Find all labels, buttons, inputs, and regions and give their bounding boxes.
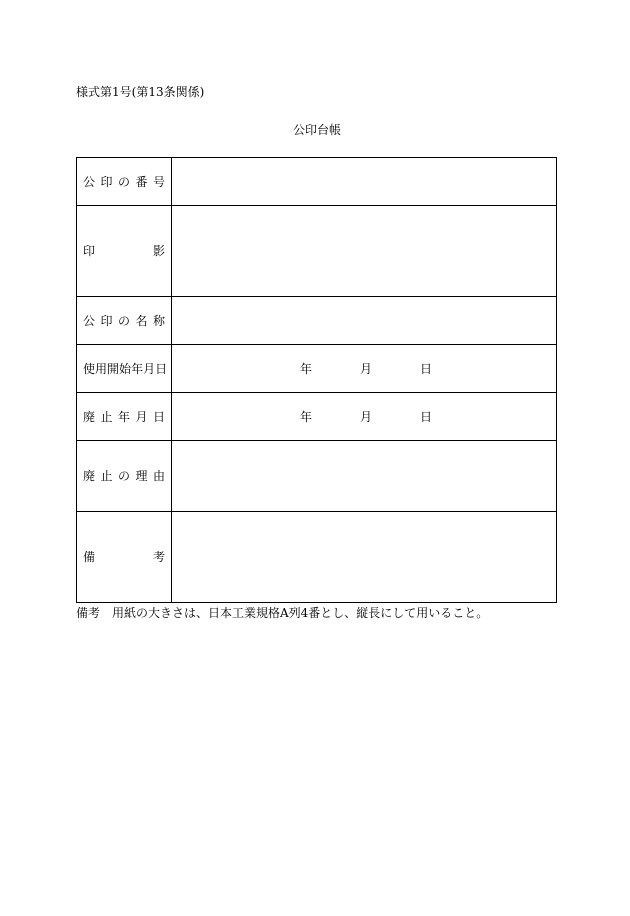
- row-label-char: 始: [119, 361, 132, 376]
- abolish-reason-row: [77, 441, 557, 512]
- row-label: [77, 409, 171, 425]
- row-label-char: 年: [131, 361, 144, 376]
- row-label-char: 止: [100, 469, 113, 483]
- row-label: [77, 174, 171, 190]
- row-value-cell[interactable]: [172, 345, 557, 393]
- register-body: [77, 158, 557, 603]
- row-label: [77, 361, 171, 377]
- row-label-char: 月: [135, 409, 148, 424]
- form-number: 様式第1号(第13条関係): [76, 85, 205, 99]
- row-label-char: 公: [83, 174, 96, 189]
- row-label-cell: [77, 297, 172, 345]
- row-label-char: 公: [83, 313, 96, 328]
- row-label-char: 影: [152, 244, 165, 258]
- row-label-char: の: [117, 313, 130, 328]
- row-label-char: 開: [107, 361, 120, 376]
- row-label-char: 称: [152, 313, 165, 328]
- row-label: [77, 468, 171, 484]
- row-label-char: 廃: [83, 409, 96, 424]
- row-value-cell[interactable]: [172, 297, 557, 345]
- row-label-char: 印: [100, 174, 113, 189]
- date-year-label: 年: [300, 361, 313, 376]
- row-value-cell[interactable]: [172, 206, 557, 297]
- date-month-label: 月: [360, 409, 373, 424]
- row-value-cell[interactable]: [172, 512, 557, 603]
- row-label-char: の: [117, 174, 130, 189]
- row-label-char: 用: [95, 361, 108, 376]
- date-day-label: 日: [420, 361, 433, 376]
- abolish-date-row: [77, 393, 557, 441]
- seal-register-table: [76, 157, 557, 603]
- row-label-cell: [77, 206, 172, 297]
- row-label-cell: [77, 345, 172, 393]
- start-date-row: [77, 345, 557, 393]
- date-fields: [172, 409, 556, 425]
- row-label: [77, 243, 171, 259]
- form-title: 公印台帳: [292, 123, 341, 137]
- row-label-char: 印: [100, 313, 113, 328]
- row-label-char: 備: [83, 550, 96, 564]
- row-value-cell[interactable]: [172, 441, 557, 512]
- row-label: [77, 549, 171, 565]
- row-label-char: 止: [100, 409, 113, 424]
- remarks-row: [77, 512, 557, 603]
- row-label-cell: [77, 512, 172, 603]
- date-day-label: 日: [420, 409, 433, 424]
- row-label-char: 日: [155, 361, 168, 376]
- row-label-char: 考: [152, 550, 165, 564]
- row-value-cell[interactable]: [172, 393, 557, 441]
- row-label-char: の: [117, 469, 130, 483]
- seal-impression-row: [77, 206, 557, 297]
- row-value-cell[interactable]: [172, 158, 557, 206]
- date-year-label: 年: [300, 409, 313, 424]
- row-label: [77, 313, 171, 329]
- seal-name-row: [77, 297, 557, 345]
- row-label-char: 由: [152, 469, 165, 483]
- row-label-char: 日: [152, 409, 165, 424]
- row-label-char: 使: [83, 361, 96, 376]
- remarks-note: 備考 用紙の大きさは、日本工業規格A列4番とし、縦長にして用いること。: [76, 606, 489, 620]
- date-month-label: 月: [360, 361, 373, 376]
- row-label-char: 年: [117, 409, 130, 424]
- row-label-cell: [77, 158, 172, 206]
- row-label-char: 番: [135, 174, 148, 189]
- row-label-char: 印: [83, 244, 96, 258]
- row-label-char: 月: [143, 361, 156, 376]
- row-label-char: 号: [152, 174, 165, 189]
- date-fields: [172, 361, 556, 377]
- row-label-char: 理: [135, 469, 148, 483]
- row-label-cell: [77, 441, 172, 512]
- seal-number-row: [77, 158, 557, 206]
- row-label-char: 名: [135, 313, 148, 328]
- row-label-char: 廃: [83, 469, 96, 483]
- row-label-cell: [77, 393, 172, 441]
